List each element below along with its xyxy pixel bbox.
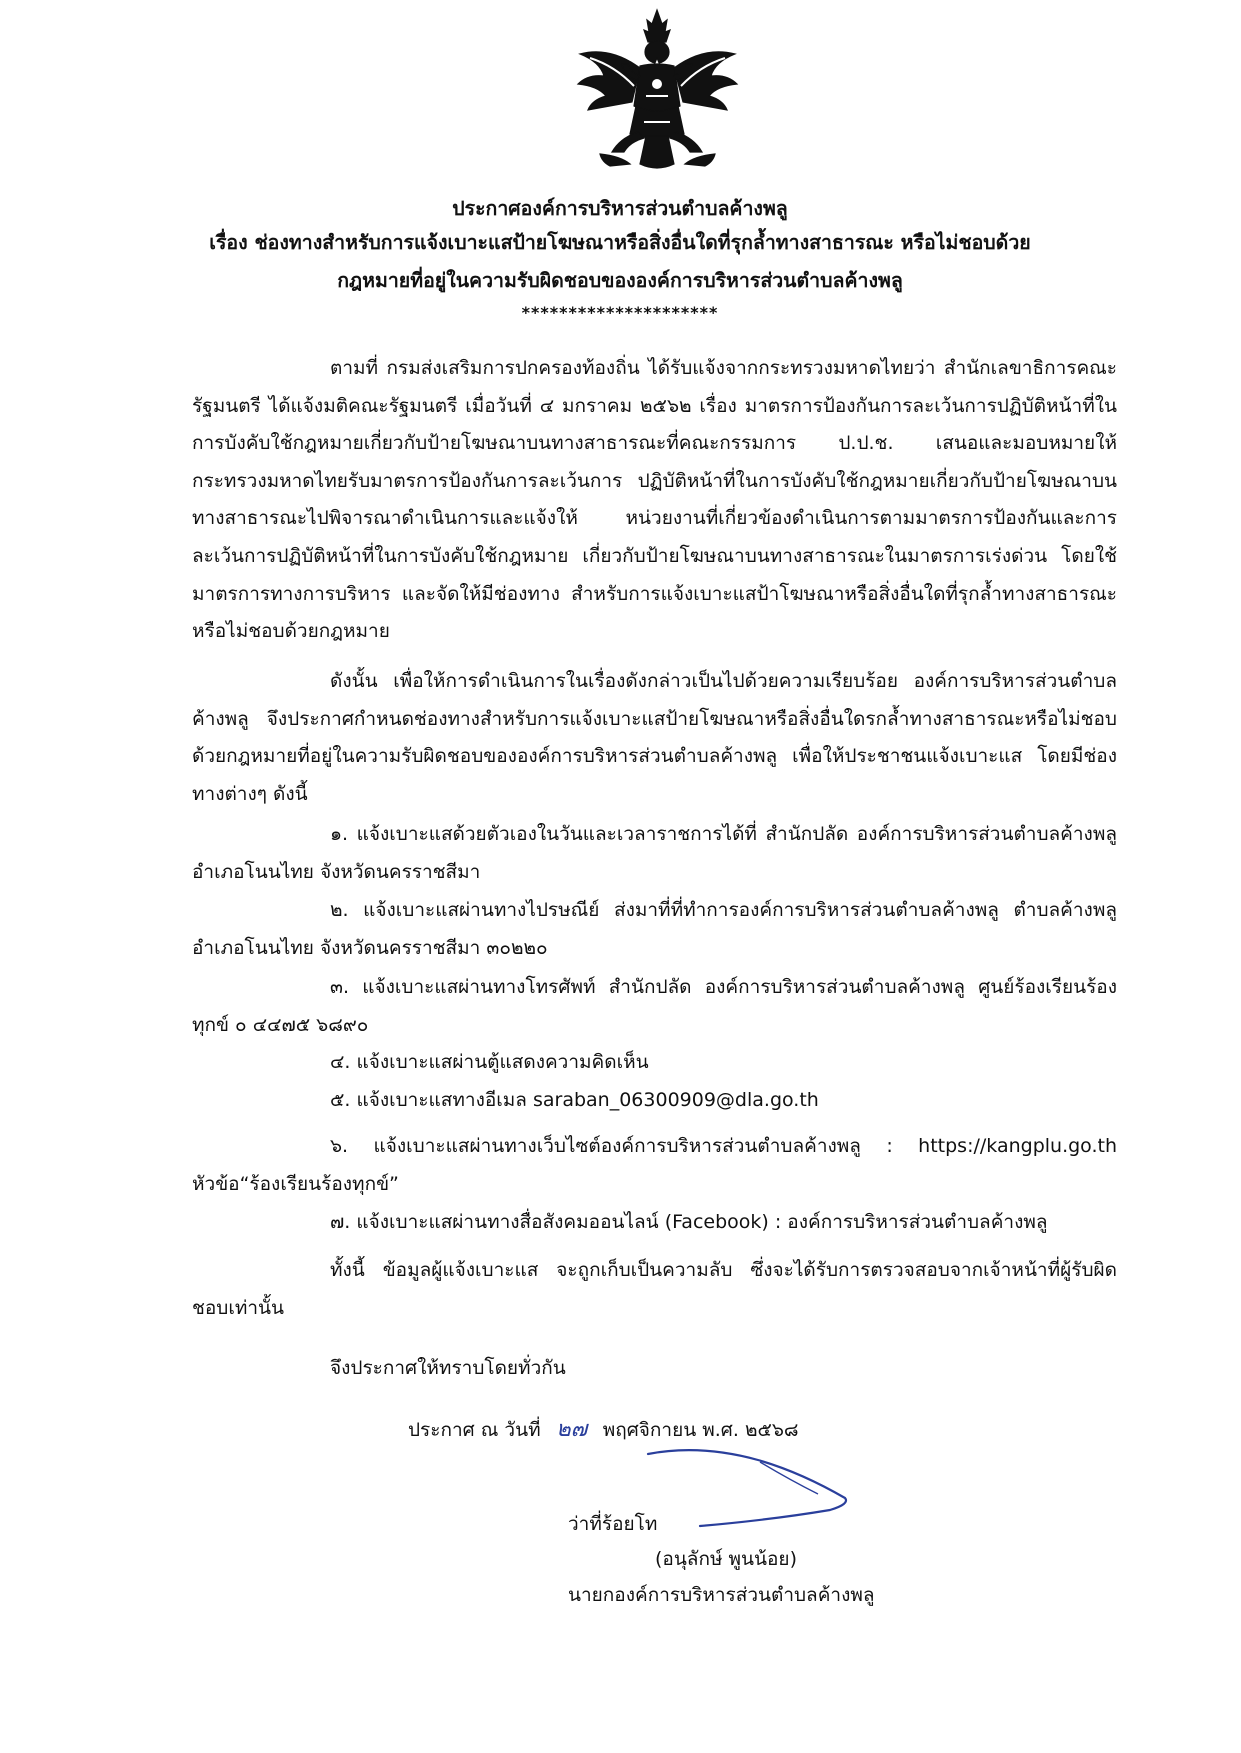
channel-item-3: ๓. แจ้งเบาะแสผ่านทางโทรศัพท์ สำนักปลัด องค์การบริหารส่วนตำบลค้างพลู ศูนย์ร้องเรียนร้องทุกข์ ๐ ๔๔๗๕ ๖๘๙๐	[192, 976, 1117, 1036]
subject-line-2: กฎหมายที่อยู่ในความรับผิดชอบขององค์การบริหารส่วนตำบลค้างพลู	[337, 269, 903, 292]
body-paragraph-2: ดังนั้น เพื่อให้การดำเนินการในเรื่องดังกล่าวเป็นไปด้วยความเรียบร้อย องค์การบริหารส่วนตำบลค้างพลู จึงประกาศกำหนดช่องทางสำหรับการแจ้งเบาะแสป้ายโฆษณาหรือสิ่งอื่นใดรกล้ำทางสาธารณะหรือไม่ชอบด้วยกฎหมายที่อยู่ในความรับผิดชอบขององค์การบริหารส่วนตำบลค้างพลู เพื่อให้ประชาชนแจ้งเบาะแส โดยมีช่องทางต่างๆ ดังนี้	[192, 670, 1117, 805]
channel-item-7: ๗. แจ้งเบาะแสผ่านทางสื่อสังคมออนไลน์ (Facebook) : องค์การบริหารส่วนตำบลค้างพลู	[330, 1211, 1048, 1233]
announcement-title: ประกาศองค์การบริหารส่วนตำบลค้างพลู	[452, 197, 788, 220]
date-day-handwritten: ๒๗	[556, 1417, 588, 1442]
subject-line-1: เรื่อง ช่องทางสำหรับการแจ้งเบาะแสป้ายโฆษณาหรือสิ่งอื่นใดที่รุกล้ำทางสาธารณะ หรือไม่ชอบด้วย	[209, 231, 1031, 254]
garuda-emblem-icon	[570, 6, 745, 176]
closing-statement: จึงประกาศให้ทราบโดยทั่วกัน	[330, 1357, 566, 1379]
channel-item-5: ๕. แจ้งเบาะแสทางอีเมล saraban_06300909@dla.go.th	[330, 1089, 819, 1111]
body-paragraph-1: ตามที่ กรมส่งเสริมการปกครองท้องถิ่น ได้รับแจ้งจากกระทรวงมหาดไทยว่า สำนักเลขาธิการคณะรัฐมนตรี ได้แจ้งมติคณะรัฐมนตรี เมื่อวันที่ ๔ มกราคม ๒๕๖๒ เรื่อง มาตรการป้องกันการละเว้นการปฏิบัติหน้าที่ในการบังคับใช้กฎหมายเกี่ยวกับป้ายโฆษณาบนทางสาธารณะที่คณะกรรมการ ป.ป.ช. เสนอและมอบหมายให้กระทรวงมหาดไทยรับมาตรการป้องกันการละเว้นการ ปฏิบัติหน้าที่ในการบังคับใช้กฎหมายเกี่ยวกับป้ายโฆษณาบนทางสาธารณะไปพิจารณาดำเนินการและแจ้งให้ หน่วยงานที่เกี่ยวข้องดำเนินการตามมาตรการป้องกันและการละเว้นการปฏิบัติหน้าที่ในการบังคับใช้กฎหมาย เกี่ยวกับป้ายโฆษณาบนทางสาธารณะในมาตรการเร่งด่วน โดยใช้มาตรการทางการบริหาร และจัดให้มีช่องทาง สำหรับการแจ้งเบาะแสป้าโฆษณาหรือสิ่งอื่นใดที่รุกล้ำทางสาธารณะหรือไม่ชอบด้วยกฎหมาย	[192, 357, 1117, 643]
channel-item-4: ๔. แจ้งเบาะแสผ่านตู้แสดงความคิดเห็น	[330, 1051, 649, 1073]
channel-item-1: ๑. แจ้งเบาะแสด้วยตัวเองในวันและเวลาราชการได้ที่ สำนักปลัด องค์การบริหารส่วนตำบลค้างพลู อำเภอโนนไทย จังหวัดนครราชสีมา	[192, 823, 1117, 883]
signer-name: (อนุลักษ์ พูนน้อย)	[655, 1548, 797, 1570]
channel-item-6: ๖. แจ้งเบาะแสผ่านทางเว็บไซต์องค์การบริหารส่วนตำบลค้างพลู : https://kangplu.go.th หัวข้อ“ร้องเรียนร้องทุกข์”	[192, 1135, 1117, 1195]
date-suffix: พฤศจิกายน พ.ศ. ๒๕๖๘	[602, 1419, 799, 1441]
signer-position: นายกองค์การบริหารส่วนตำบลค้างพลู	[568, 1584, 875, 1606]
signer-rank: ว่าที่ร้อยโท	[568, 1513, 658, 1535]
separator-line: *********************	[521, 303, 719, 322]
date-prefix: ประกาศ ณ วันที่	[408, 1419, 541, 1441]
handwritten-signature	[640, 1440, 870, 1550]
body-paragraph-3: ทั้งนี้ ข้อมูลผู้แจ้งเบาะแส จะถูกเก็บเป็นความลับ ซึ่งจะได้รับการตรวจสอบจากเจ้าหน้าที่ผู้รับผิดชอบเท่านั้น	[192, 1259, 1117, 1319]
channel-item-2: ๒. แจ้งเบาะแสผ่านทางไปรษณีย์ ส่งมาที่ที่ทำการองค์การบริหารส่วนตำบลค้างพลู ตำบลค้างพลู อำเภอโนนไทย จังหวัดนครราชสีมา ๓๐๒๒๐	[192, 899, 1117, 959]
